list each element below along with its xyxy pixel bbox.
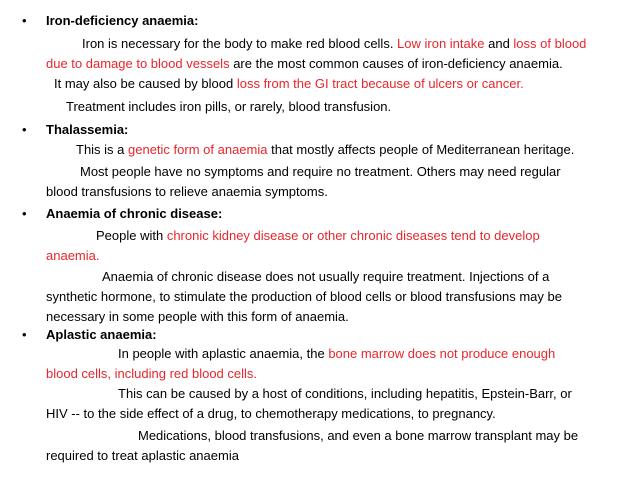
paragraph-aplastic-1 <box>46 344 621 384</box>
text: and <box>484 36 514 51</box>
text: required to treat aplastic anaemia <box>46 448 239 463</box>
text-highlight: genetic form of anaemia <box>128 142 268 157</box>
bullet-2: • <box>22 122 27 137</box>
heading-aplastic: Aplastic anaemia: <box>46 327 157 342</box>
bullet-1: • <box>22 13 27 28</box>
paragraph-iron-1 <box>46 34 621 74</box>
text: It may also be caused by blood <box>54 76 237 91</box>
paragraph-aplastic-2 <box>46 384 621 424</box>
text: In people with aplastic anaemia, the <box>118 346 329 361</box>
text: This can be caused by a host of conditions, including hepatitis, Epstein-Barr, or <box>118 386 572 401</box>
paragraph-iron-3 <box>66 97 638 117</box>
text: Iron is necessary for the body to make red blood cells. <box>82 36 398 51</box>
text: Anaemia of chronic disease does not usually require treatment. Injections of a <box>102 269 550 284</box>
text-highlight: blood cells, including red blood cells. <box>46 366 258 381</box>
text-highlight: anaemia. <box>46 248 100 263</box>
text: that mostly affects people of Mediterranean heritage. <box>267 142 575 157</box>
bullet-4: • <box>22 327 27 342</box>
text-highlight: due to damage to blood vessels <box>46 56 230 71</box>
text: Most people have no symptoms and require no treatment. Others may need regular <box>80 164 561 179</box>
text: Medications, blood transfusions, and even a bone marrow transplant may be <box>138 428 579 443</box>
text: HIV -- to the side effect of a drug, to chemotherapy medications, to pregnancy. <box>46 406 496 421</box>
bullet-3: • <box>22 206 27 221</box>
text: This is a <box>76 142 129 157</box>
paragraph-thal-2 <box>46 162 621 202</box>
paragraph-chronic-2 <box>46 267 621 327</box>
heading-thalassemia: Thalassemia: <box>46 122 129 137</box>
heading-iron-deficiency: Iron-deficiency anaemia: <box>46 13 199 28</box>
text: necessary in some people with this form of anaemia. <box>46 309 349 324</box>
text-highlight: bone marrow does not produce enough <box>328 346 556 361</box>
text: synthetic hormone, to stimulate the production of blood cells or blood transfusions may be <box>46 289 562 304</box>
text: People with <box>96 228 167 243</box>
text-highlight: Low iron intake <box>397 36 485 51</box>
text: are the most common causes of iron-deficiency anaemia. <box>229 56 563 71</box>
text-highlight: chronic kidney disease or other chronic diseases tend to develop <box>166 228 540 243</box>
text-highlight: loss of blood <box>513 36 587 51</box>
heading-chronic-disease: Anaemia of chronic disease: <box>46 206 223 221</box>
paragraph-aplastic-3 <box>46 426 621 466</box>
text: blood transfusions to relieve anaemia symptoms. <box>46 184 328 199</box>
text: Treatment includes iron pills, or rarely, blood transfusion. <box>66 99 392 114</box>
paragraph-iron-2 <box>54 74 629 94</box>
paragraph-chronic-1 <box>46 226 621 266</box>
paragraph-thal-1 <box>76 140 638 160</box>
text-highlight: loss from the GI tract because of ulcers or cancer. <box>236 76 524 91</box>
